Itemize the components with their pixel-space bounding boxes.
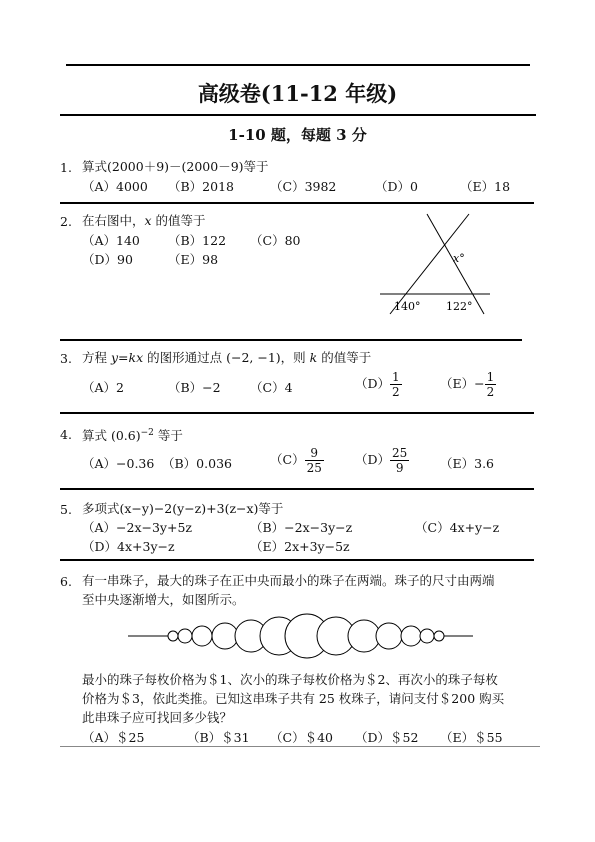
q6-line2: 至中央逐渐增大，如图所示。 [82,592,245,607]
bead-10 [376,623,402,649]
frac-numerator: 1 [392,370,400,384]
q4-option-c-fraction [305,446,324,475]
q4-option-c [270,446,324,475]
q3-option-d-label: （D） [355,376,391,391]
q1-number: 1. [60,160,72,175]
q3-stem-k: k [309,350,318,365]
q4-option-b: （B）0.036 [162,456,232,471]
q2-triangle-figure [370,212,500,318]
q6-option-e: （E）＄55 [440,730,503,745]
frac-numerator: 9 [305,446,324,461]
q6-option-d: （D）＄52 [355,730,419,745]
q6-option-b: （B）＄31 [187,730,250,745]
frac-denominator: 9 [395,461,404,475]
frac-denominator: 2 [392,385,400,399]
q2-stem [82,212,206,229]
q5-option-d: （D）4x+3y−z [82,539,175,554]
q6-line3: 最小的珠子每枚价格为＄1、次小的珠子每枚价格为＄2、再次小的珠子每枚 [82,672,498,687]
q2-stem-var: x [144,213,152,228]
q2-stem-b: 的值等于 [151,213,206,228]
q3-stem-c: 的值等于 [317,350,372,365]
bead-12 [420,629,434,643]
q2-option-b: （B）122 [168,233,227,248]
frac-numerator: 25 [392,446,408,460]
q3-stem-a: 方程 [82,350,111,365]
q3-option-a: （A）2 [82,380,124,395]
bead-2 [178,629,192,643]
q5-option-e: （E）2x+3y−5z [250,539,350,554]
bead-13 [434,631,444,641]
q3-stem [82,349,371,366]
q2-option-e: （E）98 [168,252,219,267]
top-rule [66,64,530,66]
bead-string-figure [128,608,473,664]
q2-number: 2. [60,214,72,229]
q1-option-c: （C）3982 [270,179,337,194]
q5-option-b: （B）−2x−3y−z [250,520,353,535]
q4-stem [82,425,183,444]
q5-option-c: （C）4x+y−z [415,520,500,535]
figure-angle-122: 122° [446,300,473,313]
q1-stem: 算式(2000＋9)－(2000－9)等于 [82,159,269,174]
q4-option-d [355,446,409,475]
divider-q4 [60,488,534,490]
bead-4 [212,623,238,649]
bead-11 [401,626,421,646]
q3-option-b: （B）−2 [168,380,221,395]
q1-option-a: （A）4000 [82,179,148,194]
divider-q2 [60,339,522,341]
q1-option-e: （E）18 [460,179,511,194]
q5-option-a: （A）−2x−3y+5z [82,520,193,535]
q3-option-e [440,370,496,399]
q5-stem: 多项式(x−y)−2(y−z)+3(z−x)等于 [82,501,284,516]
q3-option-e-label: （E）− [440,376,485,391]
q4-stem-exponent: −2 [140,428,154,438]
divider-q5 [60,559,534,561]
q2-stem-a: 在右图中， [82,213,145,228]
q3-option-d-fraction [390,370,402,399]
q1-option-b: （B）2018 [168,179,234,194]
frac-denominator: 2 [486,385,495,399]
q3-option-d [355,370,402,399]
q2-option-d: （D）90 [82,252,133,267]
q3-stem-b: 的图形通过点 (−2, −1)，则 [143,350,310,365]
q6-option-c: （C）＄40 [270,730,333,745]
q4-stem-b: 等于 [153,428,183,444]
q6-line4: 价格为＄3，依此类推。已知这串珠子共有 25 枚珠子，请问支付＄200 购买 [82,691,505,706]
q4-option-d-label: （D） [355,452,391,467]
q3-option-c: （C）4 [250,380,293,395]
q4-number: 4. [60,427,72,442]
bead-3 [192,626,212,646]
q4-stem-a: 算式 (0.6) [82,428,141,444]
q4-option-d-fraction [390,446,409,475]
q3-stem-eq: y=kx [110,350,144,365]
figure-x-label: x° [453,252,465,265]
q2-option-a: （A）140 [82,233,140,248]
section-subtitle: 1-10 题，每题 3 分 [228,126,367,144]
q6-number: 6. [60,574,72,589]
divider-q3 [60,412,534,414]
q4-option-e: （E）3.6 [440,456,495,471]
q2-option-c: （C）80 [250,233,301,248]
q4-option-c-label: （C） [270,452,305,467]
bead-1 [168,631,178,641]
q1-option-d: （D）0 [375,179,418,194]
page-title: 高级卷(11-12 年级) [197,81,398,106]
q3-number: 3. [60,351,72,366]
q6-option-a: （A）＄25 [82,730,145,745]
q4-option-a: （A）−0.36 [82,456,155,471]
q3-option-e-fraction [485,370,497,399]
q6-line5: 此串珠子应可找回多少钱？ [82,710,233,725]
bead-9 [348,620,380,652]
frac-denominator: 25 [306,461,322,475]
divider-q1 [60,202,534,204]
title-underline [60,114,536,116]
figure-angle-140: 140° [394,300,421,313]
q6-line1: 有一串珠子，最大的珠子在正中央而最小的珠子在两端。珠子的尺寸由两端 [82,573,495,588]
frac-numerator: 1 [486,370,495,384]
divider-q6 [60,746,540,747]
q5-number: 5. [60,502,72,517]
